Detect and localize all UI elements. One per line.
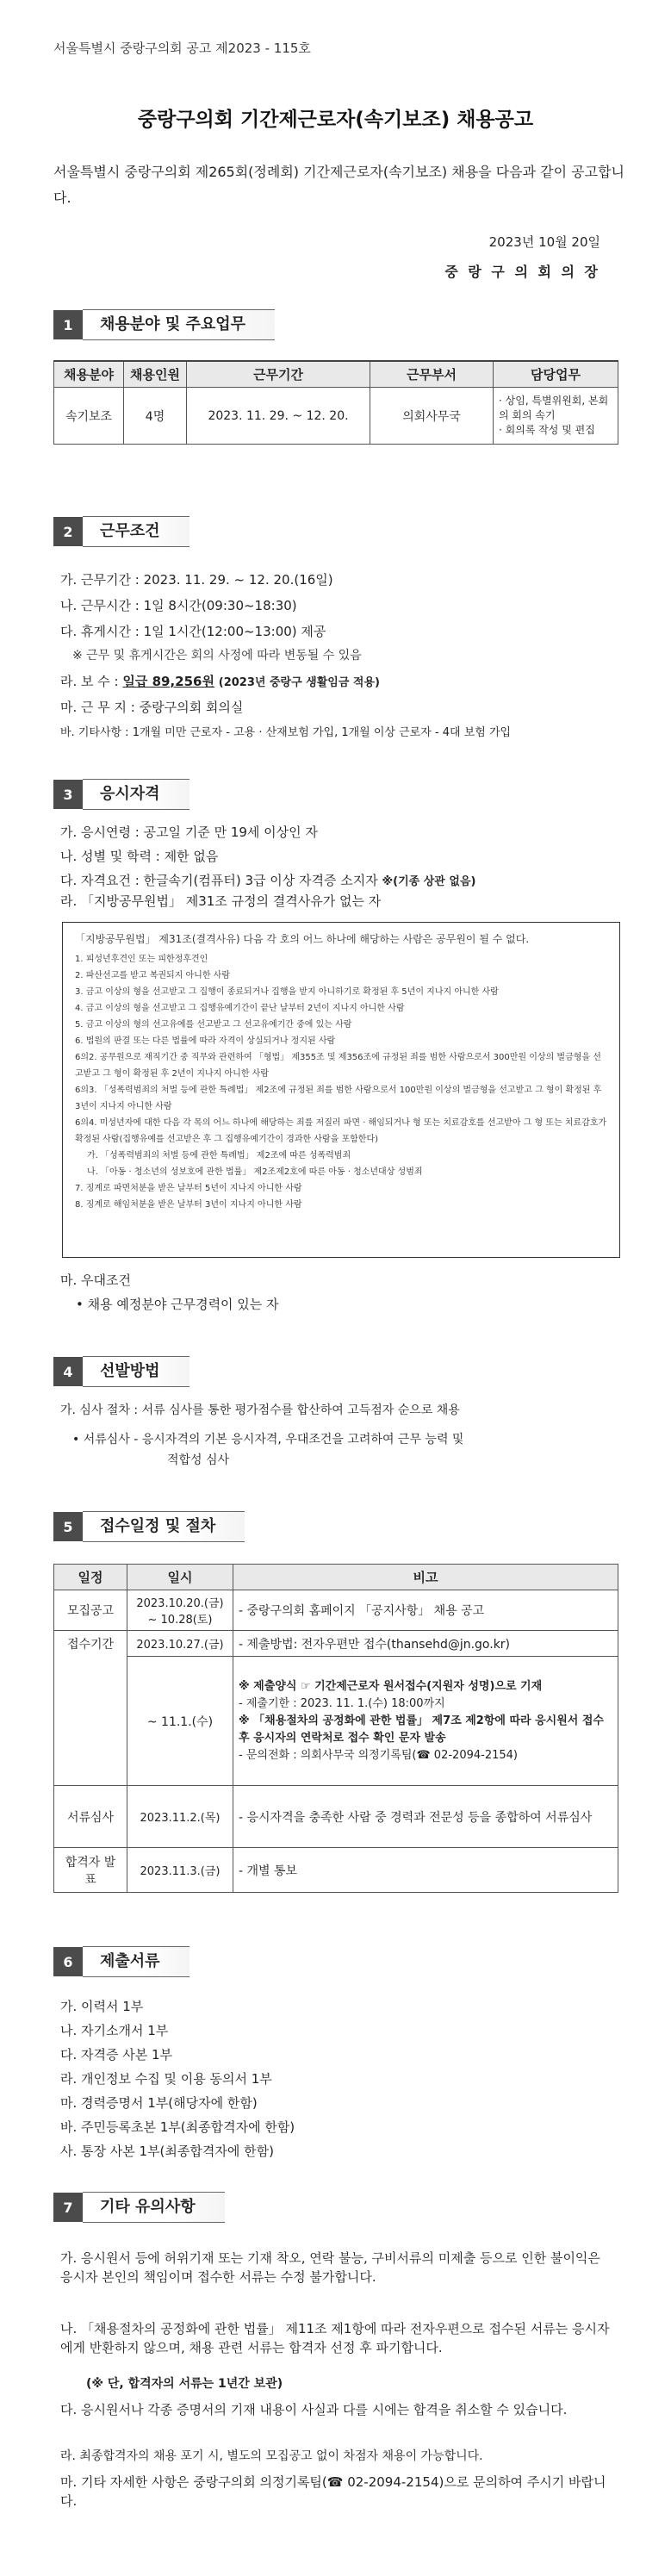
table-row bbox=[54, 1590, 618, 1631]
notice-item: 다. 응시원서나 각종 증명서의 기재 내용이 사실과 다를 시에는 합격을 취소할 수 있습니다. bbox=[60, 2402, 568, 2417]
doc-item: 사. 통장 사본 1부(최종합격자에 한함) bbox=[60, 2144, 274, 2159]
table-cell: 의회사무국 bbox=[370, 388, 494, 445]
section-6-header bbox=[53, 1947, 189, 1976]
table-header: 채용분야 bbox=[54, 361, 124, 388]
section-title: 제출서류 bbox=[83, 1946, 189, 1977]
pay-label: 라. 보 수 : bbox=[60, 674, 119, 689]
law-item: 6의2. 공무원으로 재직기간 중 직무와 관련하여 「형법」 제355조 및 제356조에 규정된 죄를 범한 사람으로서 300만원 이상의 벌금형을 선고받고 그 형이 확정된 후 2년이 지나지 아니한 사람 bbox=[75, 1053, 601, 1079]
section-5-header bbox=[53, 1512, 245, 1541]
law-item: 4. 금고 이상의 형을 선고받고 그 집행유예기간이 끝난 날부터 2년이 지나지 아니한 사람 bbox=[75, 1004, 405, 1013]
submission-details bbox=[233, 1657, 618, 1786]
table-cell: 모집공고 bbox=[54, 1590, 127, 1631]
law-item: 3. 금고 이상의 형을 선고받고 그 집행이 종료되거나 집행을 받지 아니하기로 확정된 후 5년이 지나지 아니한 사람 bbox=[75, 987, 499, 997]
table-header: 일시 bbox=[127, 1565, 233, 1590]
section-number: 1 bbox=[53, 310, 83, 339]
pay-value: 일급 89,256원 bbox=[122, 674, 214, 689]
section-title: 접수일정 및 절차 bbox=[83, 1511, 245, 1542]
table-cell: 서류심사 bbox=[54, 1786, 127, 1848]
law-item: 6의4. 미성년자에 대한 다음 각 목의 어느 하나에 해당하는 죄를 저질러 파면 · 해임되거나 형 또는 치료감호를 선고받아 그 형 또는 치료감호가 확정된 사람(집행유예를 선고받은 후 그 집행유예기간이 경과한 사람을 포함한다) bbox=[75, 1118, 607, 1144]
section-title: 응시자격 bbox=[83, 779, 189, 810]
break-hours: 다. 휴게시간 : 1일 1시간(12:00~13:00) 제공 bbox=[60, 624, 326, 639]
table-cell: 2023.11.3.(금) bbox=[127, 1848, 233, 1893]
break-note: ※ 근무 및 휴게시간은 회의 사정에 따라 변동될 수 있음 bbox=[72, 649, 362, 663]
notice-item-note: (※ 단, 합격자의 서류는 1년간 보관) bbox=[86, 2377, 283, 2391]
law-excerpt-heading: 「지방공무원법」 제31조(결격사유) 다음 각 호의 어느 하나에 해당하는 사람은 공무원이 될 수 없다. bbox=[75, 933, 530, 945]
law-item: 8. 징계로 해임처분을 받은 날부터 3년이 지나지 아니한 사람 bbox=[75, 1200, 302, 1210]
document-review: • 서류심사 - 응시자격의 기본 응시자격, 우대조건을 고려하여 근무 능력 및 bbox=[72, 1433, 464, 1447]
section-number: 3 bbox=[53, 780, 83, 809]
law-item: 6의3. 「성폭력범죄의 처벌 등에 관한 특례법」 제2조에 규정된 죄를 범한 사람으로서 100만원 이상의 벌금형을 선고받고 그 형이 확정된 후 3년이 지나지 아니한 사람 bbox=[75, 1086, 602, 1111]
section-3-header bbox=[53, 780, 189, 809]
section-title: 채용분야 및 주요업무 bbox=[83, 309, 275, 340]
law-subitem: 나. 「아동 · 청소년의 성보호에 관한 법률」 제2조제2호에 따른 아동 · 청소년대상 성범죄 bbox=[87, 1167, 423, 1177]
submission-deadline: - 제출기한 : 2023. 11. 1.(수) 18:00까지 bbox=[239, 1696, 445, 1710]
table-header: 근무부서 bbox=[370, 361, 494, 388]
table-cell: - 개별 통보 bbox=[233, 1848, 618, 1893]
section-number: 4 bbox=[53, 1357, 83, 1386]
notice-number: 서울특별시 중랑구의회 공고 제2023 - 115호 bbox=[53, 40, 311, 56]
section-7-header bbox=[53, 2193, 225, 2222]
signer: 중 랑 구 의 회 의 장 bbox=[444, 264, 600, 280]
table-cell-empty bbox=[54, 1657, 127, 1786]
section-number: 6 bbox=[53, 1947, 83, 1976]
law-item: 5. 금고 이상의 형의 선고유예를 선고받고 그 선고유예기간 중에 있는 사람 bbox=[75, 1020, 352, 1030]
table-header: 일정 bbox=[54, 1565, 127, 1590]
section-number: 2 bbox=[53, 517, 83, 546]
table-cell: 2023.10.27.(금) bbox=[127, 1631, 233, 1657]
table-cell: 접수기간 bbox=[54, 1631, 127, 1657]
submission-format: ※ 제출양식 ☞ 기간제근로자 원서접수(지원자 성명)으로 기재 bbox=[239, 1679, 543, 1693]
pay-note: (2023년 중랑구 생활임금 적용) bbox=[218, 676, 380, 689]
table-cell: 2023.10.20.(금) ~ 10.28(토) bbox=[127, 1590, 233, 1631]
work-period: 가. 근무기간 : 2023. 11. 29. ~ 12. 20.(16일) bbox=[60, 572, 333, 588]
disqualification-rule: 라. 「지방공무원법」 제31조 규정의 결격사유가 없는 자 bbox=[60, 893, 382, 909]
section-2-header bbox=[53, 517, 189, 546]
doc-item: 라. 개인정보 수집 및 이용 동의서 1부 bbox=[60, 2071, 272, 2087]
table-header: 근무기간 bbox=[187, 361, 370, 388]
law-excerpt-box bbox=[62, 922, 620, 1258]
doc-item: 나. 자기소개서 1부 bbox=[60, 2023, 169, 2038]
section-4-header bbox=[53, 1357, 189, 1386]
table-header: 담당업무 bbox=[494, 361, 618, 388]
table-cell: 속기보조 bbox=[54, 388, 124, 445]
notice-item: 가. 응시원서 등에 허위기재 또는 기재 착오, 연락 불능, 구비서류의 미제출 등으로 인한 불이익은 응시자 본인의 책임이며 접수한 서류는 수정 불가합니다. bbox=[60, 2250, 600, 2285]
gender-education: 나. 성별 및 학력 : 제한 없음 bbox=[60, 849, 219, 864]
work-place: 마. 근 무 지 : 중랑구의회 회의실 bbox=[60, 700, 244, 715]
law-item: 2. 파산선고를 받고 복권되지 아니한 사람 bbox=[75, 971, 230, 980]
law-item: 7. 징계로 파면처분을 받은 날부터 5년이 지나지 아니한 사람 bbox=[75, 1184, 302, 1193]
qualification-line bbox=[60, 871, 475, 892]
duties-cell bbox=[494, 388, 618, 445]
page-title: 중랑구의회 기간제근로자(속기보조) 채용공고 bbox=[137, 109, 534, 131]
pay-line bbox=[60, 672, 380, 693]
etc-info: 바. 기타사항 : 1개월 미만 근로자 - 고용 · 산재보험 가입, 1개월 이상 근로자 - 4대 보험 가입 bbox=[60, 726, 512, 739]
duty-item: · 회의록 작성 및 편집 bbox=[499, 424, 595, 436]
table-row bbox=[54, 1848, 618, 1893]
notice-item: 나. 「채용절차의 공정화에 관한 법률」 제11조 제1항에 따라 전자우편으로 접수된 서류는 응시자에게 반환하지 않으며, 채용 관련 서류는 합격자 선정 후 파기합니다. bbox=[60, 2321, 610, 2355]
selection-procedure: 가. 심사 절차 : 서류 심사를 통한 평가점수를 합산하여 고득점자 순으로 채용 bbox=[60, 1403, 460, 1417]
section-title: 선발방법 bbox=[83, 1356, 189, 1387]
table-cell: ~ 11.1.(수) bbox=[127, 1657, 233, 1786]
table-cell: 4명 bbox=[124, 388, 187, 445]
notice-item: 라. 최종합격자의 채용 포기 시, 별도의 모집공고 없이 차점자 채용이 가능합니다. bbox=[60, 2449, 483, 2463]
table-header: 비고 bbox=[233, 1565, 618, 1590]
table-row bbox=[54, 1657, 618, 1786]
work-hours: 나. 근무시간 : 1일 8시간(09:30~18:30) bbox=[60, 598, 297, 613]
intro-text: 서울특별시 중랑구의회 제265회(정례회) 기간제근로자(속기보조) 채용을 다음과 같이 공고합니다. bbox=[53, 164, 624, 206]
preference-item: • 채용 예정분야 근무경력이 있는 자 bbox=[76, 1297, 279, 1312]
duty-item: · 상임, 특별위원회, 본회의 회의 속기 bbox=[499, 395, 609, 421]
age-requirement: 가. 응시연령 : 공고일 기준 만 19세 이상인 자 bbox=[60, 824, 318, 840]
section-title: 기타 유의사항 bbox=[83, 2192, 225, 2223]
law-item: 1. 피성년후견인 또는 피한정후견인 bbox=[75, 955, 208, 964]
doc-item: 마. 경력증명서 1부(해당자에 한함) bbox=[60, 2095, 258, 2111]
table-cell: 2023. 11. 29. ~ 12. 20. bbox=[187, 388, 370, 445]
notice-date: 2023년 10월 20일 bbox=[488, 234, 600, 250]
law-subitem: 가. 「성폭력범죄의 처벌 등에 관한 특례법」 제2조에 따른 성폭력범죄 bbox=[87, 1151, 351, 1160]
notice-item: 마. 기타 자세한 사항은 중랑구의회 의정기록팀(☎ 02-2094-2154)으로 문의하여 주시기 바랍니다. bbox=[60, 2474, 606, 2509]
table-row bbox=[54, 1786, 618, 1848]
preference-title: 마. 우대조건 bbox=[60, 1272, 131, 1288]
qualification-note: ※(기종 상관 없음) bbox=[382, 875, 476, 888]
submission-legal-note: ※ 「채용절차의 공정화에 관한 법률」 제7조 제2항에 따라 응시원서 접수 후 응시자의 연락처로 접수 확인 문자 발송 bbox=[239, 1714, 604, 1745]
table-cell: - 제출방법: 전자우편만 접수(thansehd@jn.go.kr) bbox=[233, 1631, 618, 1657]
table-cell: 합격자 발표 bbox=[54, 1848, 127, 1893]
table-cell: - 중랑구의회 홈페이지 「공지사항」 채용 공고 bbox=[233, 1590, 618, 1631]
table-cell: - 응시자격을 충족한 사람 중 경력과 전문성 등을 종합하여 서류심사 bbox=[233, 1786, 618, 1848]
table-cell: 2023.11.2.(목) bbox=[127, 1786, 233, 1848]
table-row bbox=[54, 388, 618, 445]
table-header: 채용인원 bbox=[124, 361, 187, 388]
schedule-table bbox=[53, 1564, 618, 1893]
section-number: 7 bbox=[53, 2193, 83, 2222]
qualification: 다. 자격요건 : 한글속기(컴퓨터) 3급 이상 자격증 소지자 bbox=[60, 873, 378, 888]
section-1-header bbox=[53, 310, 275, 339]
job-table bbox=[53, 360, 618, 445]
doc-item: 다. 자격증 사본 1부 bbox=[60, 2047, 173, 2063]
document-review-cont: 적합성 심사 bbox=[167, 1453, 230, 1467]
table-row bbox=[54, 1631, 618, 1657]
section-title: 근무조건 bbox=[83, 516, 189, 547]
law-item: 6. 법원의 판결 또는 다른 법률에 따라 자격이 상실되거나 정지된 사람 bbox=[75, 1036, 336, 1046]
doc-item: 바. 주민등록초본 1부(최종합격자에 한함) bbox=[60, 2119, 295, 2135]
doc-item: 가. 이력서 1부 bbox=[60, 1999, 144, 2014]
section-number: 5 bbox=[53, 1512, 83, 1541]
submission-contact: - 문의전화 : 의회사무국 의정기록팀(☎ 02-2094-2154) bbox=[239, 1748, 518, 1762]
